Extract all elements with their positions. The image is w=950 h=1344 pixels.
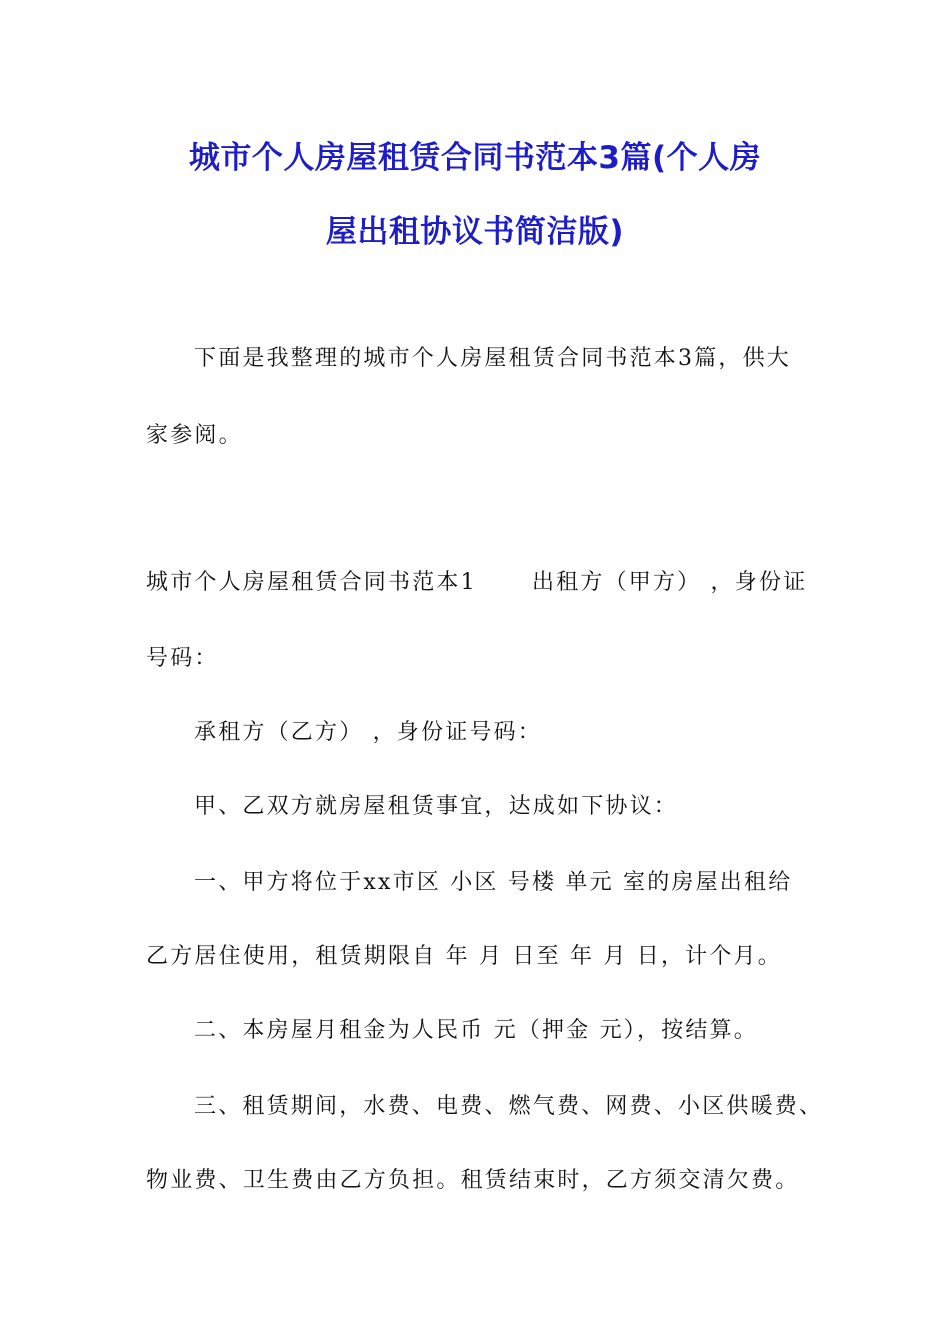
document-title-line-2: 屋出租协议书简洁版) [325, 214, 625, 250]
lessee-line: 承租方（乙方） ，身份证号码： [194, 720, 542, 745]
clause-1-line-1: 一、甲方将位于xx市区 小区 号楼 单元 室的房屋出租给 [194, 870, 793, 895]
clause-3-line-2: 物业费、卫生费由乙方负担。租赁结束时，乙方须交清欠费。 [146, 1168, 800, 1193]
section-heading-line: 城市个人房屋租赁合同书范本1 出租方（甲方） ，身份证 [146, 570, 808, 595]
clause-3-line-1: 三、租赁期间，水费、电费、燃气费、网费、小区供暖费、 [194, 1094, 824, 1119]
clause-1-line-2: 乙方居住使用，租赁期限自 年 月 日至 年 月 日，计个月。 [146, 944, 782, 969]
agreement-intro-line: 甲、乙双方就房屋租赁事宜，达成如下协议： [194, 794, 679, 819]
clause-2-line: 二、本房屋月租金为人民币 元（押金 元），按结算。 [194, 1018, 758, 1043]
section-heading-line-2: 号码： [146, 646, 219, 671]
intro-paragraph-line-2: 家参阅。 [146, 423, 243, 448]
intro-paragraph-line-1: 下面是我整理的城市个人房屋租赁合同书范本3篇，供大 [194, 346, 791, 371]
document-title-line-1: 城市个人房屋租赁合同书范本3篇(个人房 [188, 140, 762, 176]
